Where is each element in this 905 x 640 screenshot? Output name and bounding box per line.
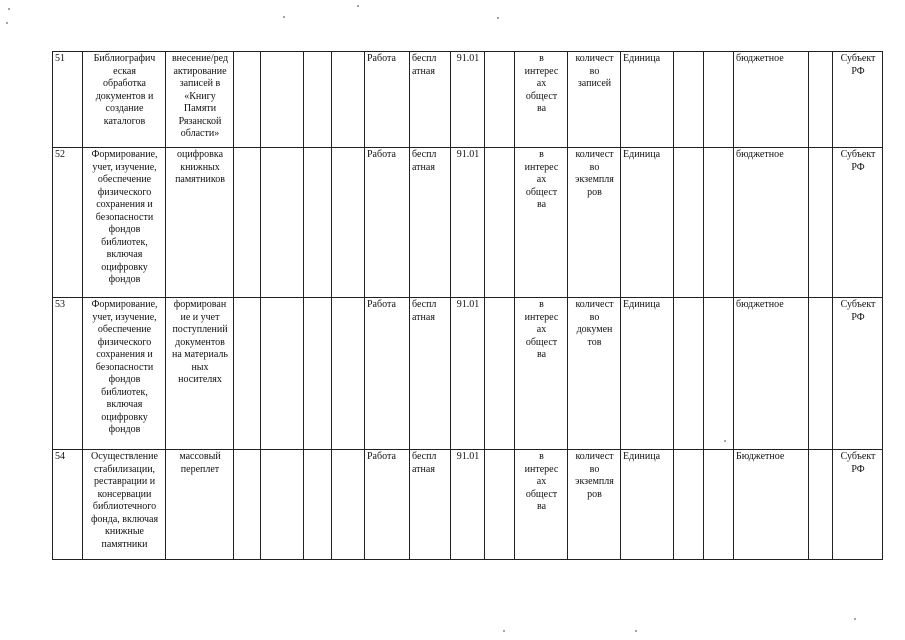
cell-text-line: учет, изучение, [92,161,157,173]
cell-text-line: физического [97,336,152,348]
cell-text: Единица [623,299,661,310]
cell-text-line: в [539,299,544,310]
type-cell [365,52,410,148]
indicator-cell [568,52,621,148]
cell-text-line: оцифровка [176,149,224,160]
interest-cell [515,52,568,148]
cell-text-line: фондов [108,424,141,435]
cell-text-line: ва [536,349,547,360]
level-cell [833,298,883,450]
cell-text-line: носителях [178,374,222,385]
cell-text-line: библиотечного [92,501,157,512]
scan-speck [497,17,499,19]
cell-text: Бюджетное [736,451,785,462]
empty-cell [704,148,734,298]
scan-speck [6,22,8,24]
funding-cell [734,148,809,298]
empty-cell [332,52,365,148]
cell-text-line: оцифровку [101,411,148,423]
cell-text-line: Субъект [840,149,876,160]
type-cell [365,148,410,298]
cell-text-line: общест [525,186,558,198]
empty-cell [261,148,304,298]
cell-text-line: ах [536,324,547,335]
empty-cell [674,450,704,560]
cell-text-line: РФ [851,311,865,323]
cell-text-line: массовый [179,451,221,462]
cell-text-line: беспл [412,53,437,64]
cell-text-line: «Книгу [184,90,216,102]
cell-text-line: консервации [97,488,152,500]
services-register-table [52,51,883,560]
interest-cell [515,450,568,560]
type-cell [365,298,410,450]
cell-text-line: документов [175,336,225,348]
cell-text-line: физического [97,186,152,198]
cell-text-line: области» [180,128,220,139]
empty-cell [704,450,734,560]
cell-text-line: поступлений [172,324,228,335]
cell-text-line: записей в [179,78,221,89]
cell-text-line: Осуществление [91,451,158,462]
cell-text-line: РФ [851,161,865,173]
empty-cell [234,298,261,450]
cell-text-line: интерес [524,161,559,173]
service-name-cell [83,148,166,298]
indicator-cell [568,298,621,450]
row-number-cell [53,148,83,298]
cell-text-line: экземпля [575,174,614,185]
cell-text-line: создание [105,103,144,114]
cell-text-line: фондов [108,224,141,235]
empty-cell [485,450,515,560]
service-content-cell [166,148,234,298]
service-content-cell [166,52,234,148]
cell-text-line: ва [536,501,547,512]
cell-text-line: оцифровку [101,261,148,273]
funding-cell [734,298,809,450]
cell-text: 53 [55,299,65,310]
cell-text-line: РФ [851,463,865,475]
row-number-cell [53,450,83,560]
cell-text: бюджетное [736,53,784,64]
empty-cell [809,450,833,560]
table-row [53,450,883,560]
cell-text-line: Рязанской [178,115,222,127]
table-row [53,148,883,298]
cell-text-line: книжных [180,161,220,173]
empty-cell [485,298,515,450]
cell-text-line: Субъект [840,53,876,64]
cell-text-line: обеспечение [97,324,152,335]
scan-speck [283,16,285,18]
cell-text-line: во [589,65,600,77]
okved-code-cell [451,450,485,560]
level-cell [833,52,883,148]
empty-cell [809,52,833,148]
scan-speck [8,8,10,10]
cell-text-line: еская [113,65,136,77]
cell-text-line: документов и [95,90,154,102]
cell-text-line: беспл [412,149,437,160]
cell-text-line: во [589,463,600,475]
cell-text: 91.01 [456,299,480,310]
type-cell [365,450,410,560]
empty-cell [485,52,515,148]
scan-speck [854,618,856,620]
empty-cell [674,148,704,298]
cell-text-line: включая [106,399,143,410]
empty-cell [809,298,833,450]
funding-cell [734,52,809,148]
fee-cell [410,298,451,450]
cell-text-line: ров [587,488,602,500]
cell-text-line: ва [536,199,547,210]
empty-cell [261,298,304,450]
cell-text-line: в [539,149,544,160]
cell-text-line: записей [577,78,612,89]
cell-text: бюджетное [736,149,784,160]
cell-text-line: безопасности [95,361,154,373]
cell-text-line: учет, изучение, [92,311,157,323]
row-number-cell [53,298,83,450]
indicator-cell [568,148,621,298]
scan-speck [503,630,505,632]
cell-text-line: внесение/ред [171,53,229,64]
indicator-cell [568,450,621,560]
cell-text-line: беспл [412,299,437,310]
okved-code-cell [451,52,485,148]
cell-text-line: в [539,451,544,462]
cell-text: 91.01 [456,451,480,462]
cell-text-line: Субъект [840,299,876,310]
cell-text-line: Библиографич [93,53,156,64]
row-number-cell [53,52,83,148]
cell-text-line: беспл [412,451,437,462]
cell-text-line: включая [106,249,143,260]
cell-text-line: сохранения и [96,199,153,210]
cell-text: бюджетное [736,299,784,310]
cell-text: Единица [623,451,661,462]
interest-cell [515,148,568,298]
cell-text-line: атная [412,463,435,475]
cell-text: 52 [55,149,65,160]
cell-text-line: фондов [108,274,141,285]
cell-text-line: экземпля [575,476,614,487]
cell-text-line: интерес [524,65,559,77]
cell-text-line: интерес [524,463,559,475]
cell-text-line: библиотек, [101,236,148,248]
cell-text-line: количест [575,299,614,310]
unit-cell [621,298,674,450]
unit-cell [621,148,674,298]
service-name-cell [83,450,166,560]
cell-text-line: обработка [103,78,146,89]
cell-text-line: тов [587,336,602,348]
empty-cell [261,52,304,148]
cell-text-line: переплет [180,463,220,475]
cell-text: Работа [367,149,396,160]
cell-text-line: ах [536,174,547,185]
service-content-cell [166,450,234,560]
cell-text-line: стабилизации, [93,463,156,475]
cell-text-line: ров [587,186,602,198]
okved-code-cell [451,148,485,298]
service-content-cell [166,298,234,450]
cell-text-line: сохранения и [96,349,153,360]
empty-cell [674,298,704,450]
fee-cell [410,52,451,148]
empty-cell [234,148,261,298]
cell-text-line: во [589,311,600,323]
cell-text: 91.01 [456,53,480,64]
cell-text-line: интерес [524,311,559,323]
service-name-cell [83,52,166,148]
empty-cell [304,148,332,298]
empty-cell [304,52,332,148]
cell-text-line: во [589,161,600,173]
cell-text: 54 [55,451,65,462]
cell-text: Работа [367,53,396,64]
empty-cell [234,52,261,148]
scan-speck [724,440,726,442]
cell-text-line: Субъект [840,451,876,462]
level-cell [833,148,883,298]
cell-text-line: ие и учет [180,311,220,323]
funding-cell [734,450,809,560]
empty-cell [261,450,304,560]
cell-text: 91.01 [456,149,480,160]
scan-speck [357,5,359,7]
cell-text-line: ах [536,78,547,89]
cell-text-line: библиотек, [101,386,148,398]
cell-text-line: ва [536,103,547,114]
cell-text-line: докумен [576,324,613,335]
cell-text-line: РФ [851,65,865,77]
cell-text-line: каталогов [103,115,146,127]
cell-text-line: атная [412,65,435,77]
cell-text-line: количест [575,451,614,462]
service-name-cell [83,298,166,450]
cell-text: Работа [367,299,396,310]
cell-text-line: Памяти [183,103,217,114]
unit-cell [621,450,674,560]
empty-cell [234,450,261,560]
cell-text-line: безопасности [95,211,154,223]
cell-text: Работа [367,451,396,462]
cell-text-line: формирован [173,299,227,310]
cell-text-line: фонда, включая [90,513,159,525]
cell-text-line: фондов [108,374,141,385]
fee-cell [410,148,451,298]
cell-text-line: реставрации и [93,476,156,487]
unit-cell [621,52,674,148]
table-row [53,298,883,450]
empty-cell [304,298,332,450]
cell-text: Единица [623,149,661,160]
cell-text-line: общест [525,488,558,500]
cell-text-line: в [539,53,544,64]
empty-cell [304,450,332,560]
table-row [53,52,883,148]
cell-text-line: книжные [105,526,144,537]
fee-cell [410,450,451,560]
cell-text: 51 [55,53,65,64]
cell-text-line: общест [525,90,558,102]
scan-speck [635,630,637,632]
cell-text-line: общест [525,336,558,348]
empty-cell [485,148,515,298]
empty-cell [809,148,833,298]
empty-cell [332,298,365,450]
cell-text-line: атная [412,161,435,173]
cell-text-line: ах [536,476,547,487]
cell-text-line: атная [412,311,435,323]
cell-text-line: памятников [175,174,225,185]
interest-cell [515,298,568,450]
cell-text-line: количест [575,149,614,160]
cell-text-line: количест [575,53,614,64]
cell-text-line: памятники [101,538,148,550]
cell-text-line: Формирование, [91,149,158,160]
okved-code-cell [451,298,485,450]
empty-cell [332,450,365,560]
cell-text: Единица [623,53,661,64]
empty-cell [704,52,734,148]
empty-cell [674,52,704,148]
empty-cell [332,148,365,298]
cell-text-line: актирование [173,65,227,77]
cell-text-line: ных [191,361,209,373]
cell-text-line: на материаль [172,349,228,360]
cell-text-line: обеспечение [97,174,152,185]
empty-cell [704,298,734,450]
level-cell [833,450,883,560]
cell-text-line: Формирование, [91,299,158,310]
